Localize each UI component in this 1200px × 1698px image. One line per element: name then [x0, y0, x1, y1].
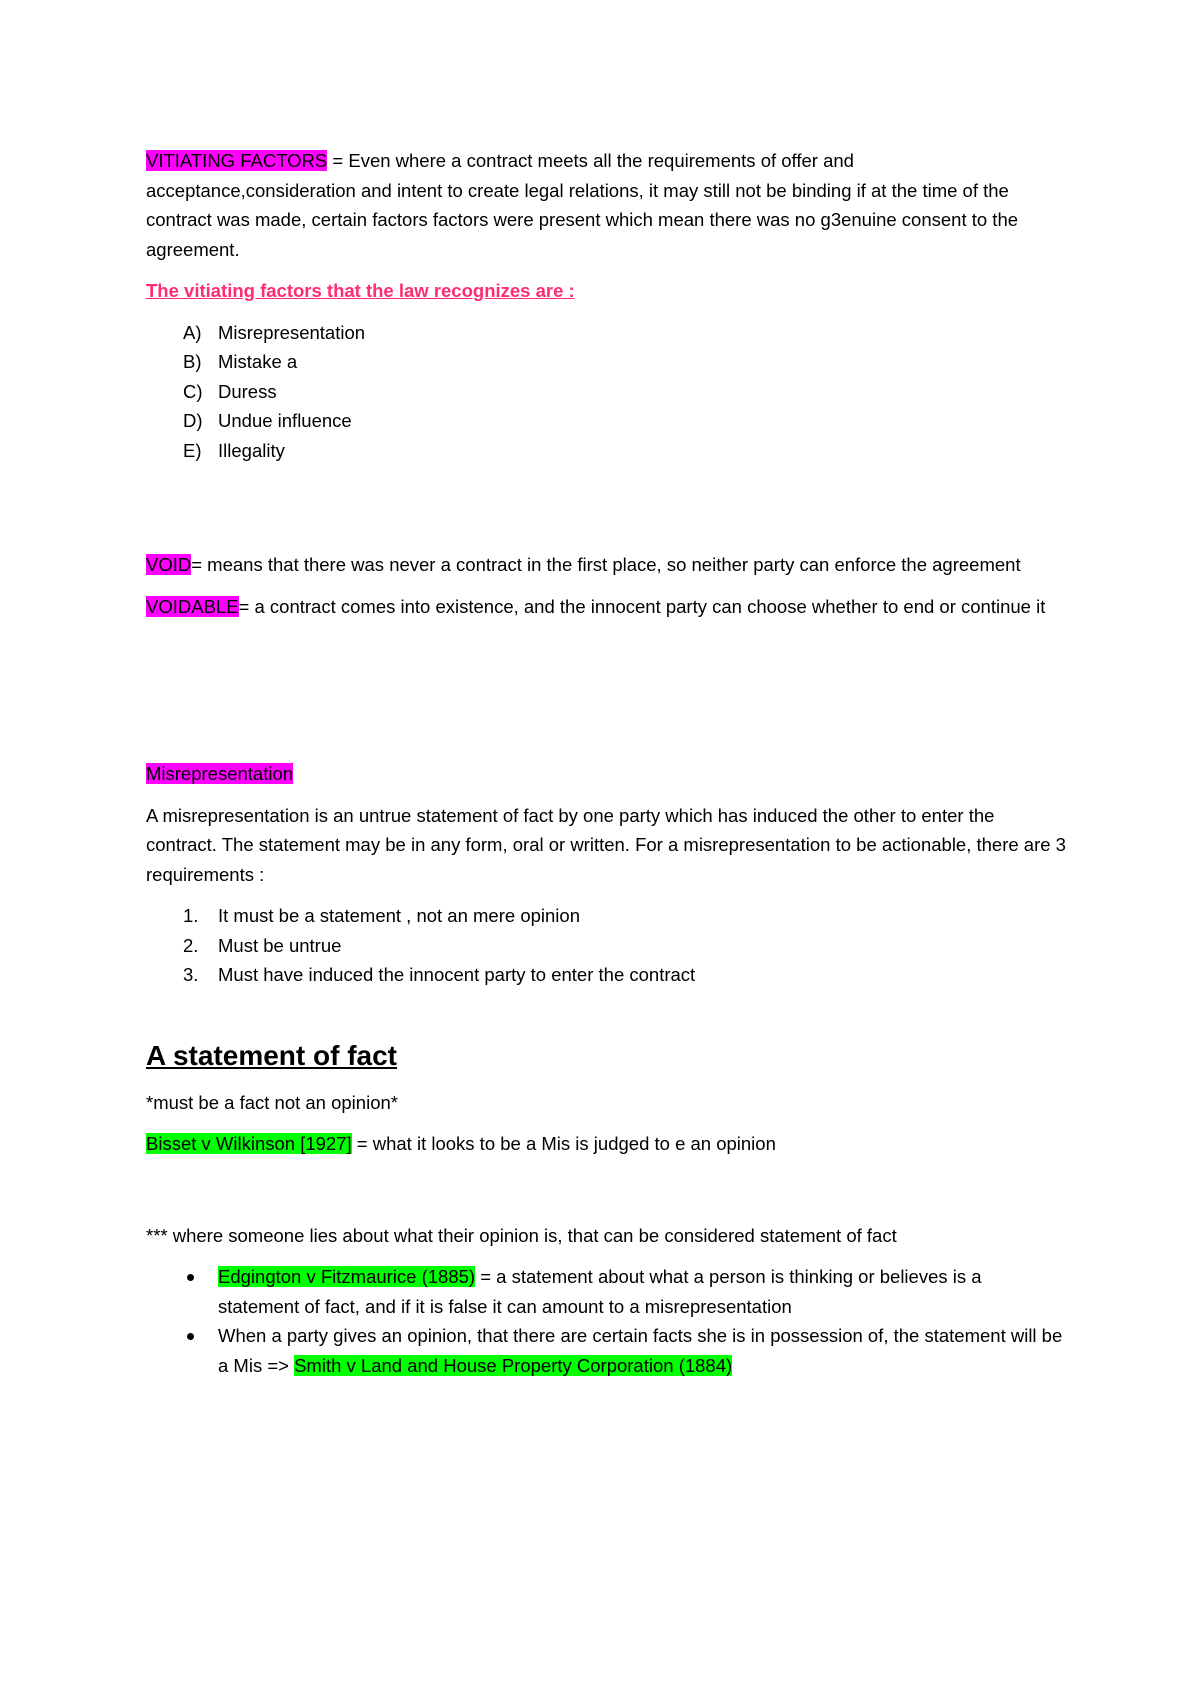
list-item-text: Illegality — [218, 439, 285, 461]
intro-text: = Even where a contract meets all the requirements of offer and acceptance,consideration and intent to create legal relations, it may still not be binding if at the time of the contract was made, certain factors factors were present which mean there was no g3enuine consent to the agreement. — [146, 150, 1019, 260]
vitiating-list — [146, 318, 1066, 466]
fact-bullets — [146, 1262, 1066, 1380]
bullet-icon — [187, 1333, 194, 1340]
list-marker: 3. — [183, 964, 199, 985]
bisset-text: = what it looks to be a Mis is judged to e an opinion — [351, 1133, 776, 1154]
requirements-list — [146, 901, 1066, 990]
voidable-term: VOIDABLE — [146, 595, 239, 617]
document-body — [146, 146, 1066, 1380]
list-item-text: Mistake a — [218, 351, 298, 372]
list-item — [146, 406, 1066, 436]
misrepresentation-heading-text: Misrepresentation — [146, 763, 294, 784]
list-item-text: Misrepresentation — [218, 321, 366, 343]
bisset-paragraph — [146, 1129, 1066, 1159]
vitiating-heading-text: The vitiating factors that the law recognizes are : — [146, 280, 575, 301]
vitiating-heading — [146, 276, 1066, 306]
list-item — [146, 931, 1066, 961]
list-marker: B) — [183, 351, 202, 372]
bisset-case: Bisset v Wilkinson [1927] — [146, 1133, 352, 1154]
list-marker: 2. — [183, 934, 199, 956]
fact-note: *must be a fact not an opinion* — [146, 1091, 398, 1113]
bullet-icon — [187, 1274, 194, 1281]
list-marker: D) — [183, 410, 203, 431]
smith-text: When a party gives an opinion, that there are certain facts she is in possession of, the statement will be a Mis => — [218, 1325, 1063, 1376]
list-item — [146, 1262, 1066, 1321]
intro-paragraph — [146, 146, 1066, 264]
misrepresentation-paragraph: A misrepresentation is an untrue statement of fact by one party which has induced the other to enter the contract. The statement may be in any form, oral or written. For a misrepresentation to be actionable, there are 3 requirements : — [146, 804, 1066, 885]
list-item — [146, 960, 1066, 990]
list-item — [146, 901, 1066, 931]
void-text: = means that there was never a contract in the first place, so neither party can enforce the agreement — [191, 554, 1021, 575]
list-marker: C) — [183, 380, 203, 402]
list-marker: A) — [183, 321, 202, 343]
list-item-text: Duress — [218, 380, 277, 402]
list-item — [146, 318, 1066, 348]
list-item — [146, 377, 1066, 407]
edgington-text: = a statement about what a person is thinking or believes is a statement of fact, and if it is false it can amount to a misrepresentation — [218, 1266, 982, 1317]
void-paragraph — [146, 550, 1066, 580]
list-item — [146, 347, 1066, 377]
edgington-case: Edgington v Fitzmaurice (1885) — [218, 1266, 476, 1287]
list-marker: E) — [183, 439, 202, 461]
lies-paragraph: *** where someone lies about what their opinion is, that can be considered statement of fact — [146, 1224, 897, 1246]
misrepresentation-heading — [146, 759, 1066, 789]
voidable-paragraph — [146, 592, 1066, 622]
voidable-text: = a contract comes into existence, and the innocent party can choose whether to end or continue it — [238, 595, 1046, 617]
smith-case: Smith v Land and House Property Corporation (1884) — [294, 1354, 733, 1376]
list-item-text: Must be untrue — [218, 934, 342, 956]
statement-of-fact-heading: A statement of fact — [146, 1039, 398, 1071]
list-item-text: Undue influence — [218, 410, 352, 431]
list-item — [146, 436, 1066, 466]
list-item-text: It must be a statement , not an mere opinion — [218, 905, 580, 926]
void-term: VOID — [146, 554, 192, 575]
list-item — [146, 1321, 1066, 1380]
list-marker: 1. — [183, 905, 199, 926]
vitiating-factors-term: VITIATING FACTORS — [146, 150, 328, 171]
list-item-text: Must have induced the innocent party to enter the contract — [218, 964, 696, 985]
